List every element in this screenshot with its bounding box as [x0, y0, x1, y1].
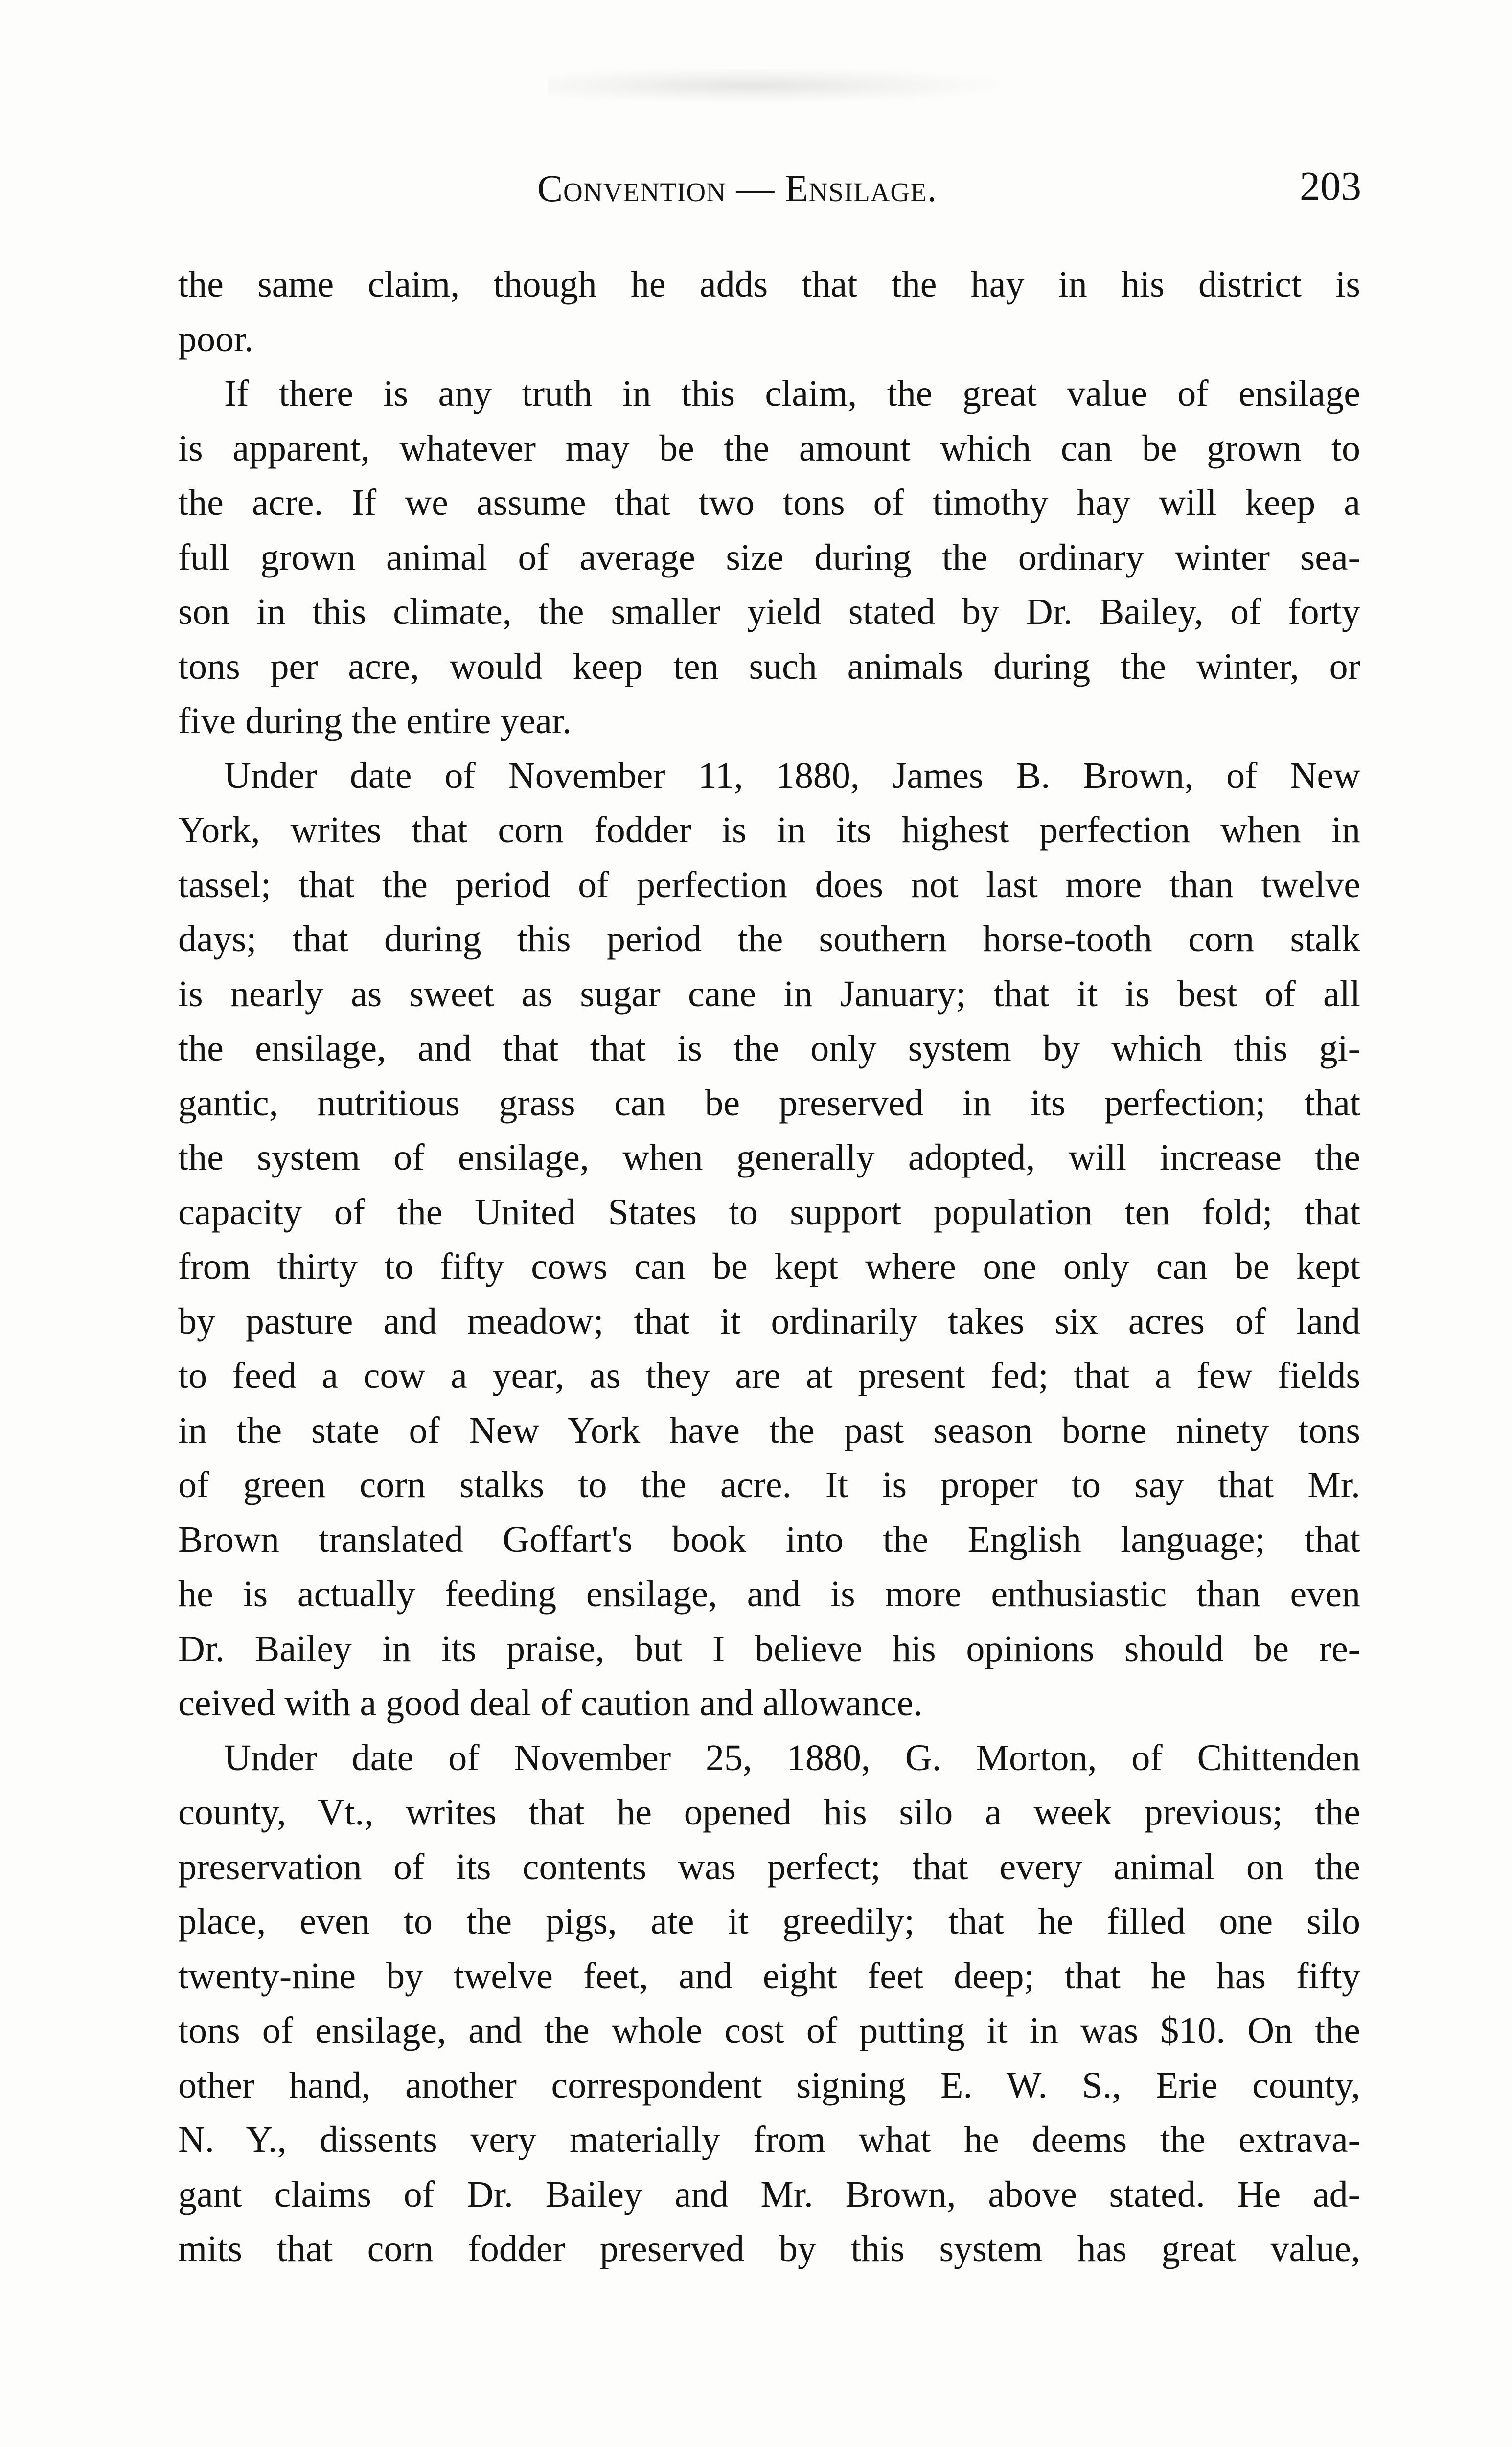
text-line: is apparent, whatever may be the amount which can be grown to [178, 427, 1360, 469]
text-line: the acre. If we assume that two tons of timothy hay will keep a [178, 482, 1360, 523]
text-line: twenty-nine by twelve feet, and eight feet deep; that he has fifty [178, 1955, 1360, 1997]
text-line: Under date of November 25, 1880, G. Morton, of Chittenden [224, 1737, 1360, 1778]
text-line: Dr. Bailey in its praise, but I believe his opinions should be re- [178, 1628, 1360, 1669]
text-line: the same claim, though he adds that the hay in his district is [178, 264, 1360, 305]
text-line: the ensilage, and that that is the only system by which this gi- [178, 1028, 1360, 1069]
text-line: of green corn stalks to the acre. It is proper to say that Mr. [178, 1464, 1360, 1505]
text-line: If there is any truth in this claim, the great value of ensilage [224, 373, 1360, 414]
text-line: capacity of the United States to support population ten fold; that [178, 1191, 1360, 1233]
text-line: full grown animal of average size during the ordinary winter sea- [178, 536, 1360, 578]
text-line: five during the entire year. [178, 700, 572, 741]
text-line: county, Vt., writes that he opened his silo a week previous; the [178, 1792, 1360, 1833]
text-line: ceived with a good deal of caution and allowance. [178, 1683, 923, 1724]
text-line: in the state of New York have the past season borne ninety tons [178, 1409, 1360, 1451]
text-line: he is actually feeding ensilage, and is more enthusiastic than even [178, 1573, 1360, 1615]
page-number: 203 [1300, 163, 1361, 209]
text-line: is nearly as sweet as sugar cane in January; that it is best of all [178, 973, 1360, 1015]
text-line: other hand, another correspondent signing E. W. S., Erie county, [178, 2064, 1360, 2106]
text-line: gantic, nutritious grass can be preserved in its perfection; that [178, 1082, 1360, 1124]
text-line: by pasture and meadow; that it ordinarily takes six acres of land [178, 1300, 1360, 1342]
text-line: tons per acre, would keep ten such animals during the winter, or [178, 646, 1360, 687]
text-line: days; that during this period the southern horse-tooth corn stalk [178, 919, 1360, 960]
text-line: place, even to the pigs, ate it greedily; that he filled one silo [178, 1901, 1360, 1942]
text-line: from thirty to fifty cows can be kept where one only can be kept [178, 1246, 1360, 1287]
text-line: gant claims of Dr. Bailey and Mr. Brown, above stated. He ad- [178, 2173, 1360, 2215]
text-line: mits that corn fodder preserved by this system has great value, [178, 2228, 1360, 2269]
text-line: son in this climate, the smaller yield stated by Dr. Bailey, of forty [178, 591, 1360, 632]
text-line: N. Y., dissents very materially from what he deems the extrava- [178, 2119, 1360, 2160]
text-line: poor. [178, 318, 254, 360]
text-line: the system of ensilage, when generally adopted, will increase the [178, 1137, 1360, 1178]
text-line: York, writes that corn fodder is in its highest perfection when in [178, 809, 1360, 851]
text-line: Under date of November 11, 1880, James B. Brown, of New [224, 755, 1360, 796]
text-line: tassel; that the period of perfection does not last more than twelve [178, 864, 1360, 905]
body-text [178, 257, 1360, 2277]
text-line: to feed a cow a year, as they are at present fed; that a few fields [178, 1355, 1360, 1396]
running-head: Convention — Ensilage. [537, 167, 938, 209]
faded-header-ornament [548, 69, 998, 103]
text-line: tons of ensilage, and the whole cost of putting it in was $10. On the [178, 2010, 1360, 2051]
text-line: preservation of its contents was perfect; that every animal on the [178, 1846, 1360, 1888]
text-line: Brown translated Goffart's book into the English language; that [178, 1519, 1360, 1560]
